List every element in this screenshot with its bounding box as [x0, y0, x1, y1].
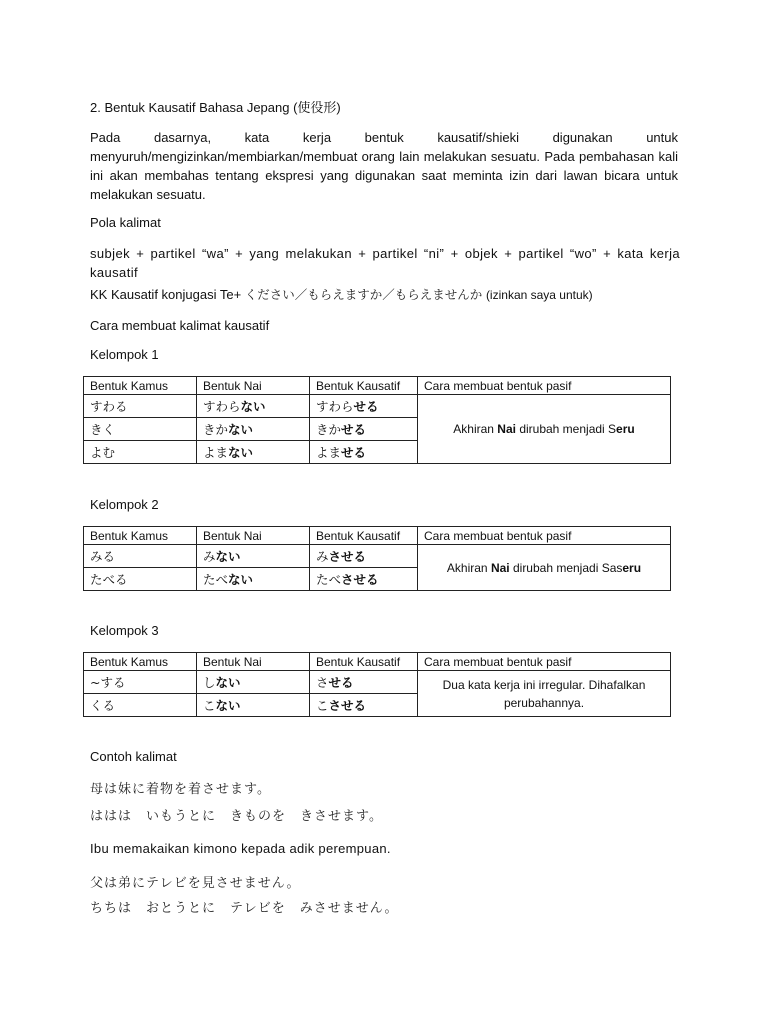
conjugation-table-1: [83, 376, 671, 464]
contoh-label: Contoh kalimat: [90, 749, 177, 764]
table-row: [84, 395, 671, 418]
kausatif-cell: たべさせる: [310, 568, 418, 591]
rule-cell: Akhiran Nai dirubah menjadi Saseru: [418, 545, 671, 591]
pola-label: Pola kalimat: [90, 215, 161, 230]
table-header-row: [84, 653, 671, 671]
kausatif-cell: させる: [310, 671, 418, 694]
nai-cell: しない: [197, 671, 310, 694]
header-cell: Bentuk Nai: [197, 377, 310, 395]
header-cell: Cara membuat bentuk pasif: [418, 527, 671, 545]
example-kana: ちちは おとうとに テレビを みさせません。: [90, 901, 399, 916]
nai-cell: きかない: [197, 418, 310, 441]
kk-note: (izinkan saya untuk): [485, 288, 593, 302]
kamus-cell: すわる: [84, 395, 197, 418]
conjugation-table-2: [83, 526, 671, 591]
rule-cell: Dua kata kerja ini irregular. Dihafalkan perubahannya.: [418, 671, 671, 717]
header-cell: Cara membuat bentuk pasif: [418, 653, 671, 671]
kamus-cell: ~する: [84, 671, 197, 694]
kausatif-cell: こさせる: [310, 694, 418, 717]
header-cell: Bentuk Nai: [197, 653, 310, 671]
kausatif-cell: みさせる: [310, 545, 418, 568]
example-kanji: 母は妹に着物を着させます。: [90, 782, 271, 797]
example-translation: Ibu memakaikan kimono kepada adik perempuan.: [90, 841, 391, 856]
rule-cell: Akhiran Nai dirubah menjadi Seru: [418, 395, 671, 464]
nai-cell: すわらない: [197, 395, 310, 418]
kamus-cell: くる: [84, 694, 197, 717]
header-cell: Cara membuat bentuk pasif: [418, 377, 671, 395]
group-label: Kelompok 3: [90, 623, 159, 638]
header-cell: Bentuk Nai: [197, 527, 310, 545]
nai-cell: たべない: [197, 568, 310, 591]
cara-label: Cara membuat kalimat kausatif: [90, 318, 270, 333]
header-cell: Bentuk Kamus: [84, 377, 197, 395]
nai-cell: こない: [197, 694, 310, 717]
table-row: [84, 671, 671, 694]
kk-japanese: ください／もらえますか／もらえませんか: [244, 287, 483, 302]
conjugation-table-3: [83, 652, 671, 717]
kk-line: [90, 285, 593, 303]
kk-prefix: KK Kausatif konjugasi Te+: [90, 287, 242, 302]
header-cell: Bentuk Kausatif: [310, 377, 418, 395]
kamus-cell: よむ: [84, 441, 197, 464]
group-label: Kelompok 2: [90, 497, 159, 512]
kamus-cell: みる: [84, 545, 197, 568]
nai-cell: みない: [197, 545, 310, 568]
kamus-cell: たべる: [84, 568, 197, 591]
nai-cell: よまない: [197, 441, 310, 464]
table-header-row: [84, 377, 671, 395]
header-cell: Bentuk Kamus: [84, 653, 197, 671]
header-cell: Bentuk Kausatif: [310, 653, 418, 671]
kausatif-cell: よませる: [310, 441, 418, 464]
example-kana: ははは いもうとに きものを きさせます。: [90, 809, 383, 824]
example-kanji: 父は弟にテレビを見させません。: [90, 876, 301, 891]
table-header-row: [84, 527, 671, 545]
section-title: 2. Bentuk Kausatif Bahasa Jepang (使役形): [90, 100, 341, 115]
table-row: [84, 545, 671, 568]
kausatif-cell: すわらせる: [310, 395, 418, 418]
group-label: Kelompok 1: [90, 347, 159, 362]
header-cell: Bentuk Kausatif: [310, 527, 418, 545]
intro-paragraph: Pada dasarnya, kata kerja bentuk kausatif/shieki digunakan untuk menyuruh/mengizinkan/membiarkan/membuat orang lain melakukan sesuatu. Pada pembahasan kali ini akan membahas tentang ekspresi yang digunakan saat meminta izin dari lawan bicara untuk melakukan sesuatu.: [90, 130, 678, 202]
pola-formula: subjek + partikel “wa” + yang melakukan + partikel “ni” + objek + partikel “wo” + kata kerja kausatif: [90, 246, 680, 280]
header-cell: Bentuk Kamus: [84, 527, 197, 545]
kamus-cell: きく: [84, 418, 197, 441]
kausatif-cell: きかせる: [310, 418, 418, 441]
